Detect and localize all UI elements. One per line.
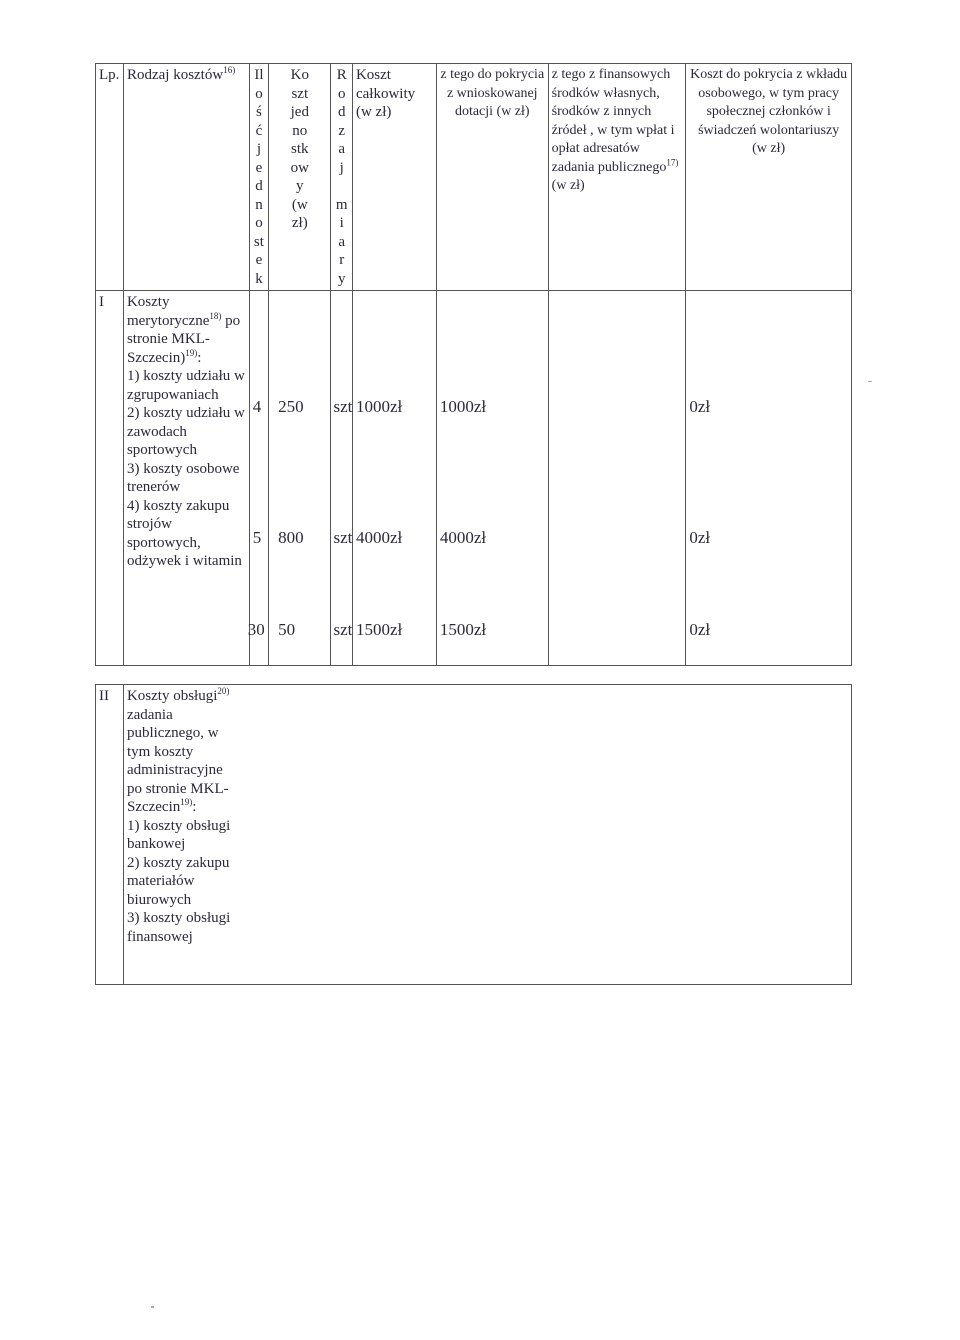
row1-koszt-jed: 250 <box>278 397 304 416</box>
row3-koszt-jed: 50 <box>278 620 296 639</box>
row2-koszt-jed: 800 <box>278 528 304 547</box>
section-II-title-tail: : <box>192 799 197 815</box>
header-lp: Lp. <box>96 64 124 291</box>
header-srodki-finansowe <box>548 64 686 291</box>
section-II-description <box>123 685 851 985</box>
row3-ilosc: 30 <box>247 620 265 639</box>
section-I-footnote-2: 19) <box>185 347 198 358</box>
header-row <box>96 64 852 291</box>
row3-miara: szt <box>333 620 353 639</box>
scan-speck <box>151 1306 154 1308</box>
scan-speck <box>868 381 872 382</box>
row2-miara: szt <box>333 528 353 547</box>
header-srodki-label: z tego z finansowych środków własnych, środków z innych źródeł , w tym wpłat i opłat adresatów zadania publicznego <box>551 67 675 175</box>
section-II-row <box>96 685 852 985</box>
section-spacer <box>96 666 852 685</box>
section-I-miara-col <box>331 291 353 666</box>
header-koszt-jednostkowy: Ko szt jed no stk ow y (w zł) <box>269 64 331 291</box>
header-srodki-footnote: 17) <box>666 156 679 167</box>
row1-wklad: 0zł <box>689 397 711 416</box>
row1-dotacja: 1000zł <box>439 397 487 416</box>
section-I-title: Koszty merytoryczne <box>126 294 210 329</box>
section-I-wklad-col <box>686 291 852 666</box>
section-I-footnote-1: 18) <box>209 310 222 321</box>
section-I-ilosc-col <box>249 291 268 666</box>
section-I-row <box>96 291 852 666</box>
row3-calkowity: 1500zł <box>355 620 403 639</box>
row2-ilosc: 5 <box>252 528 262 547</box>
header-rodzaj <box>123 64 249 291</box>
section-II-footnote-2: 19) <box>180 797 193 807</box>
header-srodki-unit: (w zł) <box>551 178 585 193</box>
row3-dotacja: 1500zł <box>439 620 487 639</box>
row1-calkowity: 1000zł <box>355 397 403 416</box>
header-wklad-osobowy: Koszt do pokrycia z wkładu osobowego, w tym pracy społecznej członków i świadczeń wolontariuszy (w zł) <box>686 64 852 291</box>
header-dotacja: z tego do pokrycia z wnioskowanej dotacji (w zł) <box>436 64 548 291</box>
header-rodzaj-label: Rodzaj kosztów <box>126 67 224 83</box>
section-I-srodki-col <box>548 291 686 666</box>
section-I-title-tail: : <box>197 349 202 366</box>
section-II-title: Koszty obsługi <box>126 688 218 704</box>
row1-ilosc: 4 <box>252 397 262 416</box>
row1-miara: szt <box>333 397 353 416</box>
row2-dotacja: 4000zł <box>439 528 487 547</box>
section-II-lp: II <box>96 685 124 985</box>
section-II-items: 1) koszty obsługi bankowej 2) koszty zakupu materiałów biurowych 3) koszty obsługi finansowej <box>126 817 231 945</box>
section-I-items: 1) koszty udziału w zgrupowaniach 2) koszty udziału w zawodach sportowych 3) koszty osobowe trenerów 4) koszty zakupu strojów sportowych, odżywek i witamin <box>126 368 245 569</box>
header-rodzaj-footnote: 16) <box>223 65 236 75</box>
section-I-dotacja-col <box>436 291 548 666</box>
section-I-calkowity-col <box>352 291 436 666</box>
section-I-title-rest: po stronie MKL-Szczecin) <box>126 312 241 366</box>
row2-calkowity: 4000zł <box>355 528 403 547</box>
section-I-description <box>123 291 249 666</box>
row2-wklad: 0zł <box>689 528 711 547</box>
section-I-lp: I <box>96 291 124 666</box>
header-koszt-calkowity: Koszt całkowity (w zł) <box>352 64 436 291</box>
header-ilosc: Il o ś ć j e d n o st e k <box>249 64 268 291</box>
cost-table <box>95 63 852 985</box>
section-I-koszt-jed-col <box>269 291 331 666</box>
row3-wklad: 0zł <box>689 620 711 639</box>
section-II-title-rest: zadania publicznego, w tym koszty administracyjne po stronie MKL-Szczecin <box>126 706 229 815</box>
header-rodzaj-miary: R o d z a j m i a r y <box>331 64 353 291</box>
section-II-footnote-1: 20) <box>217 686 230 696</box>
